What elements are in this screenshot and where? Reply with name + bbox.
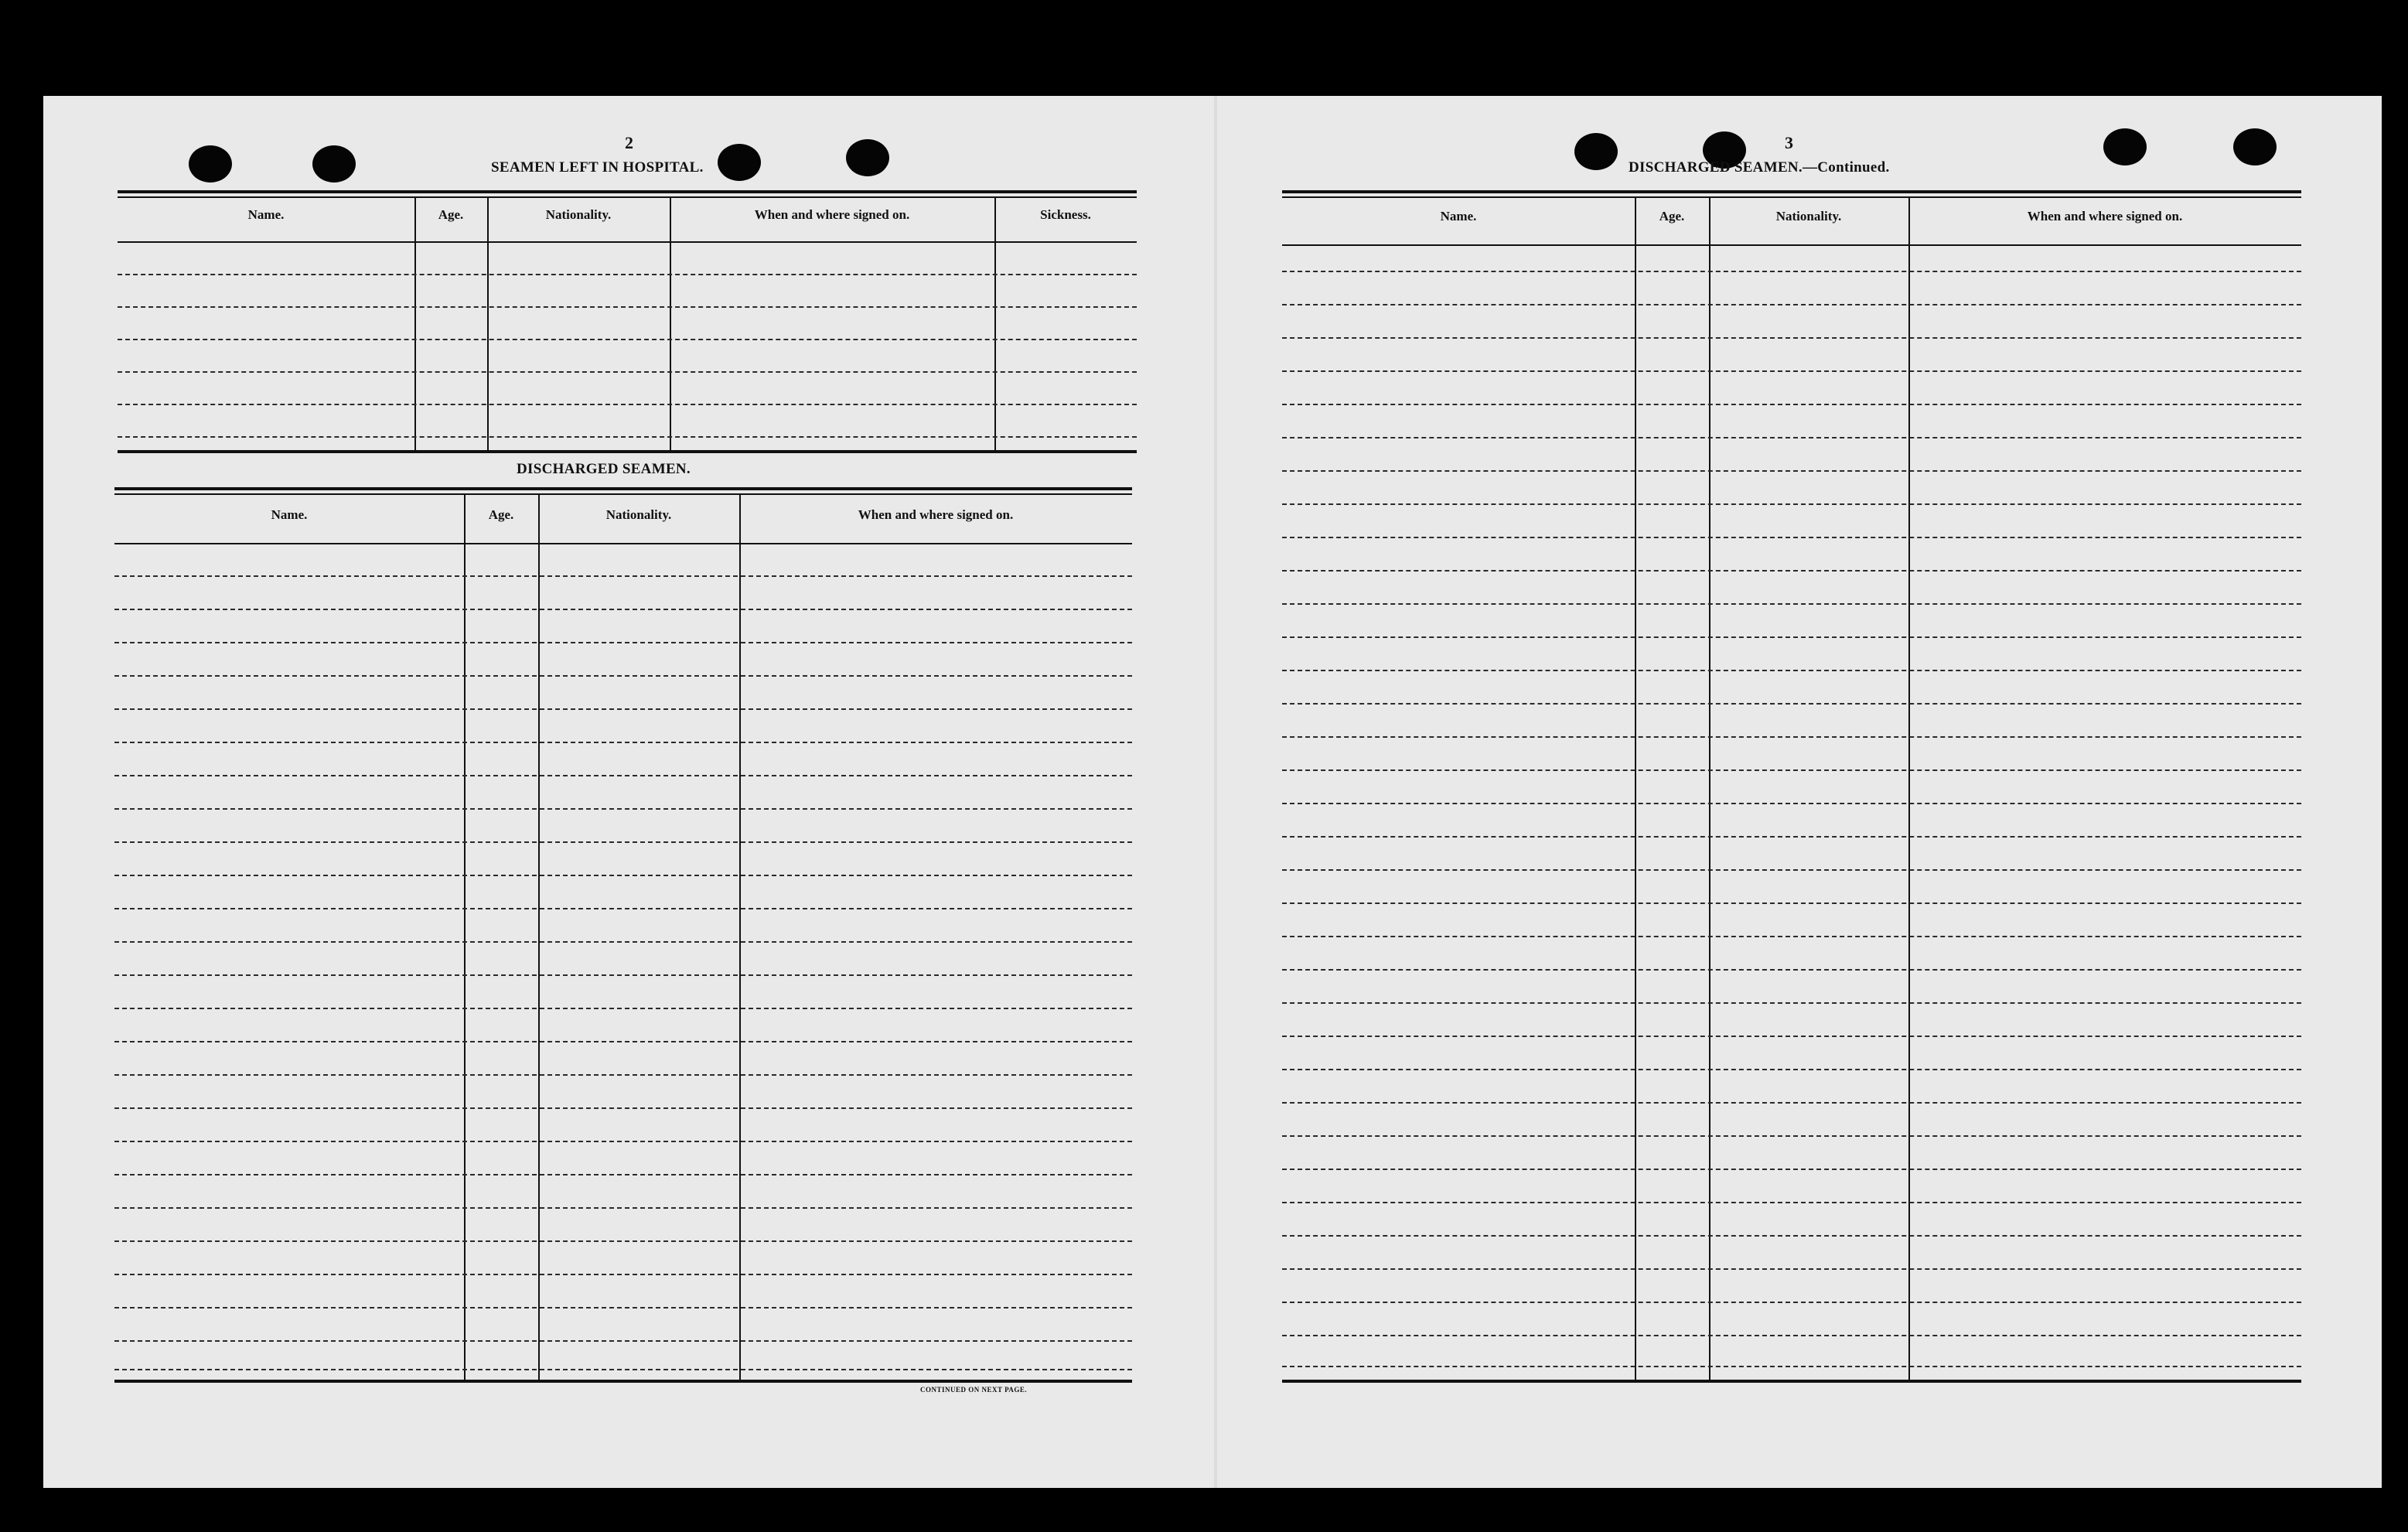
- column-header-signed-on: When and where signed on.: [2027, 209, 2183, 223]
- hospital-table: [118, 190, 1137, 455]
- page-fold: [1214, 96, 1217, 1488]
- discharged-continued-title: DISCHARGED SEAMEN.—Continued.: [1629, 159, 1890, 176]
- punch-hole: [2103, 128, 2147, 165]
- column-header-age: Age.: [1659, 209, 1685, 223]
- punch-hole: [2233, 128, 2277, 165]
- punch-hole: [846, 139, 889, 176]
- punch-hole: [718, 144, 761, 181]
- column-header-sickness: Sickness.: [1040, 207, 1091, 222]
- hospital-section-title: SEAMEN LEFT IN HOSPITAL.: [491, 159, 704, 176]
- page-number-left: 2: [625, 133, 633, 152]
- discharged-table: [114, 487, 1132, 1384]
- column-header-nationality: Nationality.: [545, 207, 612, 222]
- column-header-nationality: Nationality.: [605, 507, 672, 522]
- column-header-age: Age.: [438, 207, 464, 222]
- punch-hole: [189, 145, 232, 183]
- column-header-signed-on: When and where signed on.: [858, 507, 1014, 522]
- punch-hole: [312, 145, 356, 183]
- discharged-continued-table: [1282, 190, 2301, 1386]
- column-header-name: Name.: [1440, 209, 1477, 223]
- continued-footer: CONTINUED ON NEXT PAGE.: [920, 1386, 1028, 1394]
- punch-hole: [1574, 133, 1618, 170]
- column-header-name: Name.: [271, 507, 308, 522]
- column-header-age: Age.: [488, 507, 514, 522]
- column-header-signed-on: When and where signed on.: [754, 207, 910, 222]
- column-header-nationality: Nationality.: [1775, 209, 1842, 223]
- discharged-section-title: DISCHARGED SEAMEN.: [517, 461, 691, 477]
- column-header-name: Name.: [247, 207, 285, 222]
- page-number-right: 3: [1785, 133, 1793, 152]
